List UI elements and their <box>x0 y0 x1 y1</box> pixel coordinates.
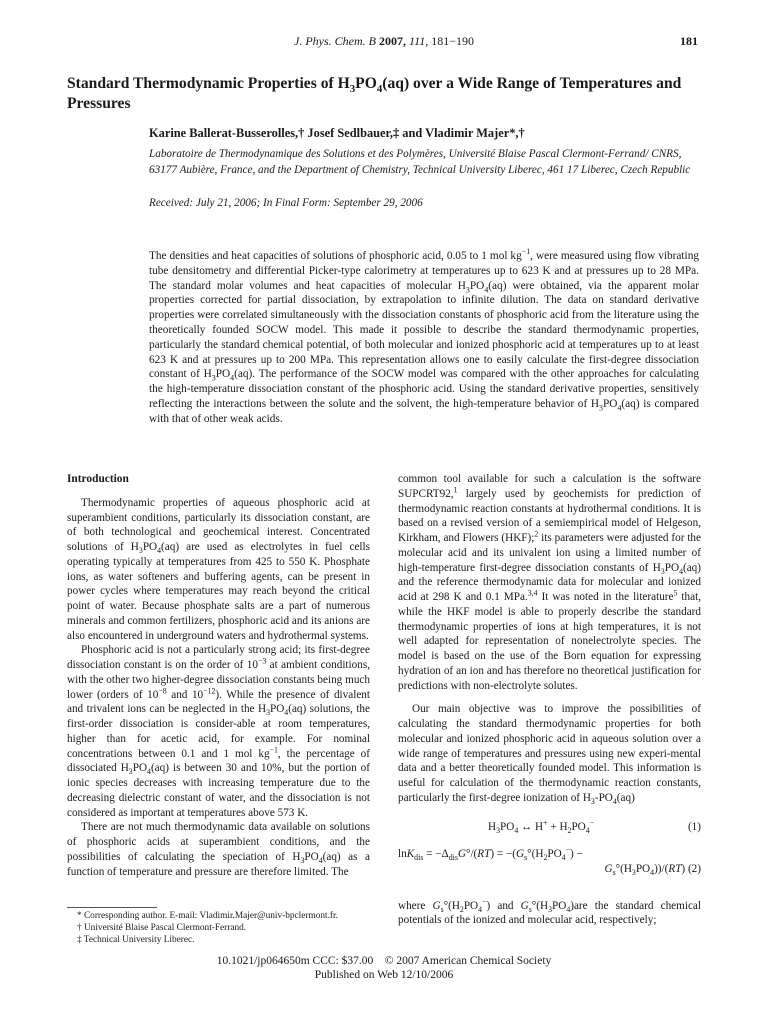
title-text: PO <box>355 75 377 92</box>
paragraph: Thermodynamic properties of aqueous phosphoric acid at superambient conditions, particularly its dissociation constant, are of both technological and geochemical interest. Concentrated solutions of $H_3PO_4(aq)$ are used as electrolytes in fuel cells operating typically at temperatures from 425 to 550 K. Phosphate ions, as water softeners and buffering agents, can be present in power cycles where temperatures may reach beyond the critical point of water. Because phosphate salts are a part of numerous minerals and common fertilizers, phosphoric acid and its anions are also encountered in underground waters and hydrothermal systems. <box>67 496 370 642</box>
title-subscript: 3 <box>349 83 356 96</box>
journal-name: J. Phys. Chem. B <box>294 34 376 48</box>
equation-body: $G_s^\circ(H_3PO_4))/(RT)$ (2) <box>604 862 701 877</box>
paragraph: Phosphoric acid is not a particularly strong acid; its first-degree dissociation constant is on the order of $10^{-3}$ at ambient conditions, with the other two higher-degree dissociation constants being much lower (orders of $10^{-8}$ and $10^{-12}$). While the presence of divalent and trivalent ions can be neglected in the $H_3PO_4(aq)$ solutions, the first-order dissociation is consider-able at room temperatures, higher than for acetic acid, for example. For nominal concentrations between 0.1 and 1 mol $kg^{-1}$, the percentage of dissociated $H_3PO_4(aq)$ is between 30 and 10%, but the portion of ionic species decreases with increasing temperature due to the decreasing dielectric constant of water, and the dissociation is not considered as important at temperatures above 573 K. <box>67 644 371 819</box>
equation-1 <box>398 817 701 835</box>
author-list: Karine Ballerat-Busserolles,† Josef Sedlbauer,‡ and Vladimir Majer*,† <box>149 126 525 140</box>
right-column <box>398 472 701 928</box>
journal-year: 2007, <box>378 34 406 48</box>
title-text: Standard Thermodynamic Properties of H <box>67 75 350 92</box>
title-subscript: 4 <box>376 83 383 96</box>
published-date: Published on Web 12/10/2006 <box>314 969 454 981</box>
page-footer <box>0 954 768 982</box>
paragraph: common tool available for such a calculation is the software SUPCRT92,$^1$ largely used by geochemists for prediction of thermodynamic reaction constants at hydrothermal conditions. It is based on a revised version of a semiempirical model of Helgeson, Kirkham, and Flowers (HKF);$^2$ its parameters were adjusted for the molecular acid and its univalent ion using a limited number of high-temperature first-degree dissociation constants of $H_3PO_4(aq)$ and the reference thermodynamic data for molecular and ionized acid at 298 K and 0.1 MPa.$^{3,4}$ It was noted in the literature$^5$ that, while the HKF model is able to properly describe the standard thermodynamic properties of ions at high temperatures, it is not well adapted for representation of nonelectrolyte species. The model is based on the use of the Born equation for expressing hydration of an ion and has therefore no theoretical justification for predictions with non-electrolyte solutes. <box>398 473 701 692</box>
equation-body: $\ln K_{dis} = -\Delta_{dis}G^\circ/(RT) = -(G_s^\circ(H_2PO_4^-)$ − <box>398 844 583 862</box>
footnote-affiliation: † Université Blaise Pascal Clermont-Ferrand. <box>77 923 247 933</box>
left-column <box>67 472 370 879</box>
journal-volume: 111, <box>408 34 429 48</box>
page-number: 181 <box>680 34 698 48</box>
equation-2 <box>398 844 701 877</box>
equation-number: (2) <box>687 862 701 875</box>
footnote-divider <box>67 907 157 908</box>
doi-text: 10.1021/jp064650m CCC: $37.00 <box>216 955 374 967</box>
journal-header <box>0 34 768 49</box>
journal-pages: 181−190 <box>431 34 474 48</box>
title-text: (aq) over a Wide Range of Temperatures and Pressures <box>67 75 682 112</box>
section-heading-introduction: Introduction <box>67 473 129 485</box>
copyright-text: © 2007 American Chemical Society <box>384 955 552 967</box>
footnote-affiliation: ‡ Technical University Liberec. <box>77 935 195 945</box>
article-title <box>67 74 717 114</box>
footer-line <box>0 954 768 968</box>
paragraph: There are not much thermodynamic data available on solutions of phosphoric acids at superambient conditions, and the possibilities of calculating the speciation of $H_3PO_4(aq)$ as a function of temperature and pressure are therefore limited. The <box>67 821 371 878</box>
footnote-corresponding: * Corresponding author. E-mail: Vladimir.Majer@univ-bpclermont.fr. <box>77 911 338 921</box>
paragraph: Our main objective was to improve the possibilities of calculating the standard thermodynamic properties for both molecular and ionized phosphoric acid in aqueous solution over a wide range of temperatures and pressures using new experi-mental data and a better theoretically founded model. This information is useful for calculation of the thermodynamic reaction constants, particularly the first-degree ionization of $H_3-PO_4(aq)$ <box>398 703 701 806</box>
paragraph: where $G_s^\circ(H_2PO_4^-)$ and $G_s^\circ(H_3PO_4)are$ the standard chemical potentials of the ionized and molecular acid, respectively; <box>398 896 701 927</box>
footnotes <box>67 910 377 946</box>
received-dates: Received: July 21, 2006; In Final Form: September 29, 2006 <box>149 197 423 209</box>
affiliations: Laboratoire de Thermodynamique des Solutions et des Polymères, Université Blaise Pascal Clermont-Ferrand/ CNRS, 63177 Aubière, France, and the Department of Chemistry, Technical University Liberec, 461 17 Liberec, Czech Republic <box>149 148 691 176</box>
equation-number: (1) <box>687 820 701 833</box>
abstract: The densities and heat capacities of solutions of phosphoric acid, 0.05 to 1 mol $kg^{-1}$, were measured using flow vibrating tube densitometry and differential Picker-type calorimetry at temperatures up to 623 K and at pressures up to 28 MPa. The standard molar volumes and heat capacities of molecular $H_3PO_4(aq)$ were obtained, via the apparent molar properties corrected for partial dissociation, by extrapolation to infinite dilution. The data on standard derivative properties were correlated simultaneously with the dissociation constants of phosphoric acid from the literature using the theoretically founded SOCW model. This made it possible to describe the standard thermodynamic properties, particularly the standard chemical potential, of both molecular and ionized phosphoric acid at temperatures up to at least 623 K and at pressures up to 200 MPa. This representation allows one to easily calculate the first-degree dissociation constant of $H_3PO_4(aq)$. The performance of the SOCW model was compared with the other approaches for calculating the high-temperature dissociation constant of the phosphoric acid. Using the standard derivative properties, sensitively reflecting the interactions between the solute and the solvent, the high-temperature behavior of $H_3PO_4(aq)$ is compared with that of other weak acids. <box>149 247 699 425</box>
equation-body: $H_3PO_4$ ↔ $H^+ + H_2PO_4^-$ <box>488 817 595 835</box>
